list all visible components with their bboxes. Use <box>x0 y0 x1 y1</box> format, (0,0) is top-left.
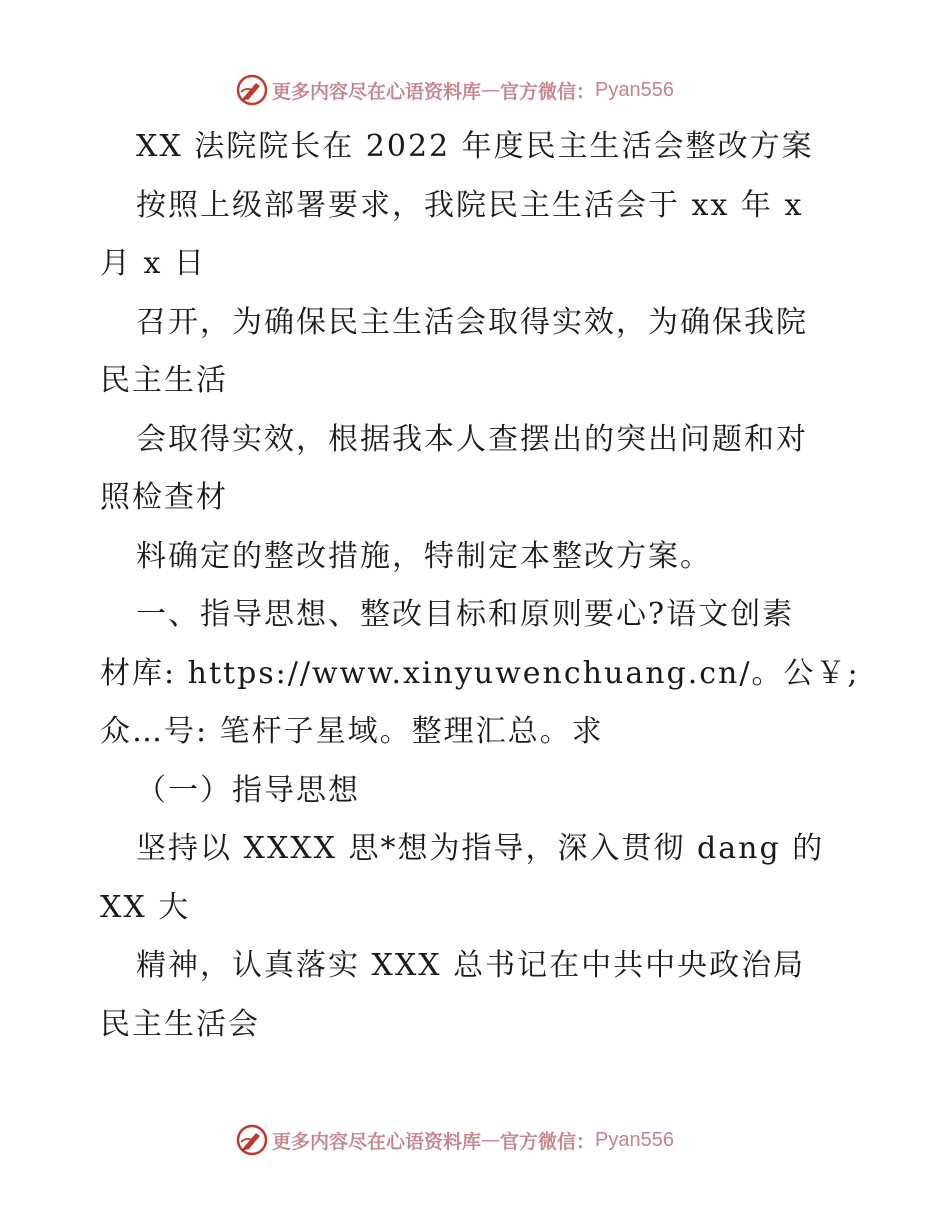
body-line: 一、指导思想、整改目标和原则要心?语文创素 <box>136 597 795 632</box>
body-line: 精神，认真落实 XXX 总书记在中共中央政治局 <box>136 948 806 983</box>
watermark-dash: — <box>481 79 501 101</box>
body-line: 材库: https://www.xinyuwenchuang.cn/。公￥; <box>100 656 860 691</box>
body-line: 照检查材 <box>100 480 228 515</box>
body-line: 料确定的整改措施，特制定本整改方案。 <box>136 539 712 574</box>
body-line: 会取得实效，根据我本人查摆出的突出问题和对 <box>136 422 808 457</box>
header-watermark <box>236 73 674 107</box>
watermark-brand: 更多内容尽在心语资料库 <box>272 80 482 103</box>
watermark-wechat-label: 官方微信： <box>500 1130 596 1153</box>
body-line: 按照上级部署要求，我院民主生活会于 xx 年 x <box>136 188 804 223</box>
body-line: 众…号: 笔杆子星域。整理汇总。求 <box>100 714 604 749</box>
watermark-wechat-id: Pyan556 <box>595 78 674 101</box>
body-line: 民主生活会 <box>100 1007 260 1042</box>
body-line: 月 x 日 <box>100 246 206 281</box>
body-line: XX 大 <box>100 890 191 925</box>
pen-logo-icon <box>236 74 268 106</box>
watermark-dash: — <box>481 1129 501 1151</box>
body-line: 召开，为确保民主生活会取得实效，为确保我院 <box>136 305 808 340</box>
body-line: 民主生活 <box>100 363 228 398</box>
footer-watermark <box>236 1123 674 1157</box>
watermark-wechat-id: Pyan556 <box>595 1128 674 1151</box>
body-line: （一）指导思想 <box>136 773 360 808</box>
body-line: XX 法院院长在 2022 年度民主生活会整改方案 <box>136 129 814 164</box>
watermark-wechat-label: 官方微信： <box>500 80 596 103</box>
pen-logo-icon <box>236 1124 268 1156</box>
watermark-brand: 更多内容尽在心语资料库 <box>272 1130 482 1153</box>
body-line: 坚持以 XXXX 思*想为指导，深入贯彻 dang 的 <box>136 831 825 866</box>
